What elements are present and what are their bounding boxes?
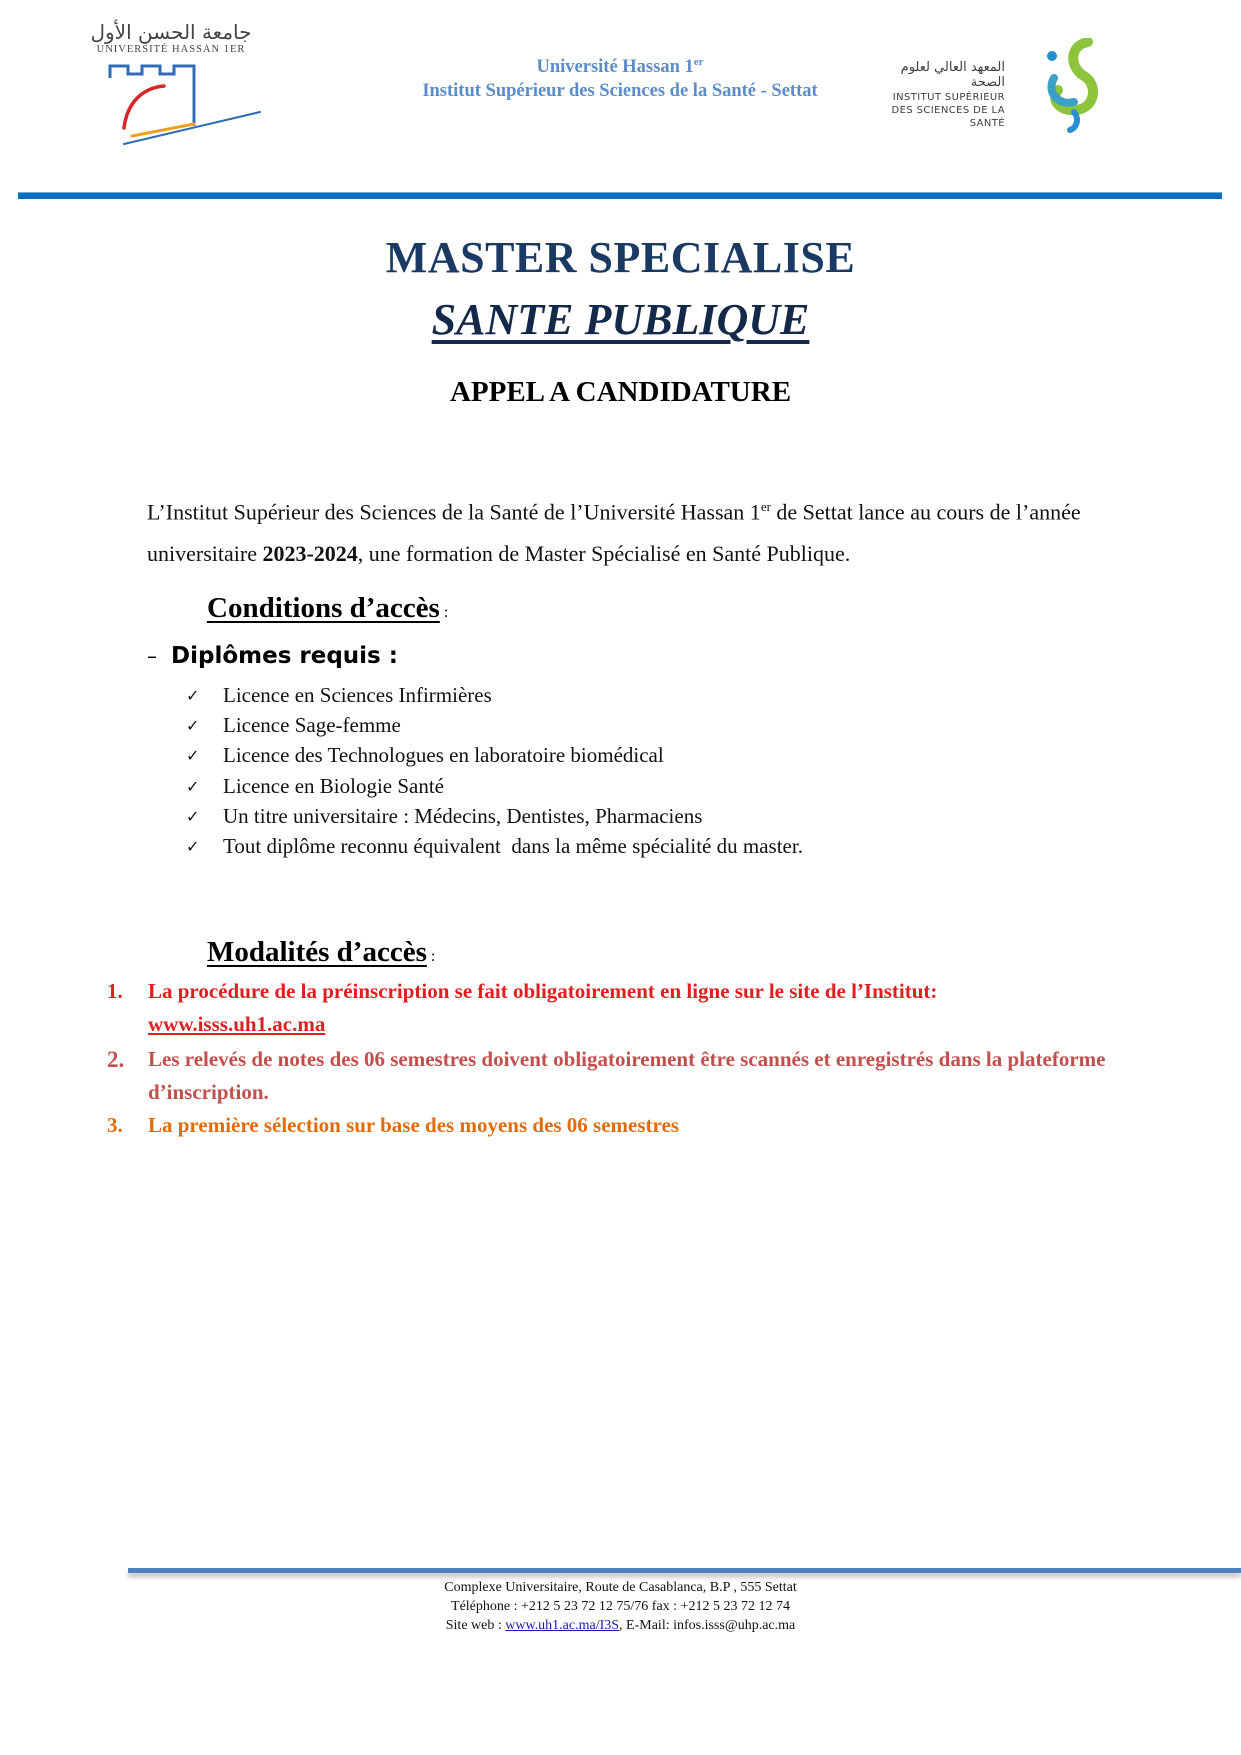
footer-website-link[interactable]: www.uh1.ac.ma/I3S bbox=[505, 1618, 620, 1633]
modalites-heading: Modalités d’accès : bbox=[207, 936, 436, 968]
list-item: 2. Les relevés de notes des 06 semestres doivent obligatoirement être scannés et enregistrés dans la plateforme d’inscription. bbox=[107, 1047, 1106, 1104]
isss-name-line2: DES SCIENCES DE LA SANTÉ bbox=[891, 105, 1005, 129]
header-institute-line: Institut Supérieur des Sciences de la Santé - Settat bbox=[422, 81, 818, 102]
fortress-logo-icon bbox=[102, 58, 282, 150]
checkmark-icon: ✓ bbox=[186, 776, 200, 796]
institute-website-link[interactable]: www.isss.uh1.ac.ma bbox=[148, 1012, 326, 1036]
list-item: ✓ Licence des Technologues en laboratoire biomédical bbox=[186, 743, 664, 768]
intro-paragraph: L’Institut Supérieur des Sciences de la Santé de l’Université Hassan 1er de Settat lance au cours de l’année universitaire 2023-2024, une formation de Master Spécialisé en Santé Publique. bbox=[147, 499, 1081, 567]
isss-swirl-logo-icon bbox=[1040, 38, 1110, 133]
academic-year: 2023-2024 bbox=[262, 541, 358, 567]
isss-logo-text bbox=[890, 60, 1005, 130]
diplomas-list bbox=[186, 680, 803, 862]
footer-phone: Téléphone : +212 5 23 72 12 75/76 fax : +212 5 23 72 12 74 bbox=[451, 1599, 790, 1614]
list-item: ✓ Licence en Biologie Santé bbox=[186, 773, 445, 798]
list-item: ✓ Licence en Sciences Infirmières bbox=[186, 682, 492, 707]
isss-name-line1: INSTITUT SUPÉRIEUR bbox=[892, 92, 1005, 103]
list-item: 1. La procédure de la préinscription se fait obligatoirement en ligne sur le site de l’Institut: www.isss.uh1.ac.ma bbox=[107, 979, 938, 1036]
universite-hassan-logo bbox=[72, 20, 272, 150]
isss-arabic-name: المعهد العالي لعلوم الصحة bbox=[900, 60, 1005, 90]
conditions-heading: Conditions d’accès : bbox=[207, 592, 449, 624]
list-item: ✓ Un titre universitaire : Médecins, Dentistes, Pharmaciens bbox=[186, 803, 703, 828]
header-divider bbox=[18, 192, 1222, 199]
checkmark-icon: ✓ bbox=[186, 746, 200, 766]
header-institution bbox=[330, 50, 910, 103]
isss-logo bbox=[890, 36, 1130, 136]
diplomes-requis-heading: – Diplômes requis : bbox=[147, 643, 398, 669]
checkmark-icon: ✓ bbox=[186, 715, 200, 735]
list-item: 3. La première sélection sur base des moyens des 06 semestres bbox=[107, 1113, 679, 1137]
footer-divider bbox=[128, 1568, 1241, 1573]
checkmark-icon: ✓ bbox=[186, 685, 200, 705]
title-sante-publique: SANTE PUBLIQUE bbox=[431, 295, 810, 344]
title-master-specialise: MASTER SPECIALISE bbox=[385, 233, 856, 282]
list-item: ✓ Licence Sage-femme bbox=[186, 712, 401, 737]
footer-contact bbox=[0, 1578, 1241, 1635]
footer-web: Site web : www.uh1.ac.ma/I3S, E-Mail: infos.isss@uhp.ac.ma bbox=[445, 1618, 796, 1633]
list-item: ✓ Tout diplôme reconnu équivalent dans la même spécialité du master. bbox=[186, 834, 803, 859]
header-university-line: Université Hassan 1er bbox=[536, 56, 704, 78]
logo-arabic-name: جامعة الحسن الأول bbox=[90, 20, 252, 44]
checkmark-icon: ✓ bbox=[186, 837, 200, 857]
footer-address: Complexe Universitaire, Route de Casablanca, B.P , 555 Settat bbox=[444, 1580, 797, 1595]
modalites-list bbox=[107, 975, 1107, 1142]
checkmark-icon: ✓ bbox=[186, 806, 200, 826]
logo-latin-name: UNIVERSITÉ HASSAN 1ER bbox=[96, 44, 246, 55]
title-appel-candidature: APPEL A CANDIDATURE bbox=[449, 376, 792, 408]
